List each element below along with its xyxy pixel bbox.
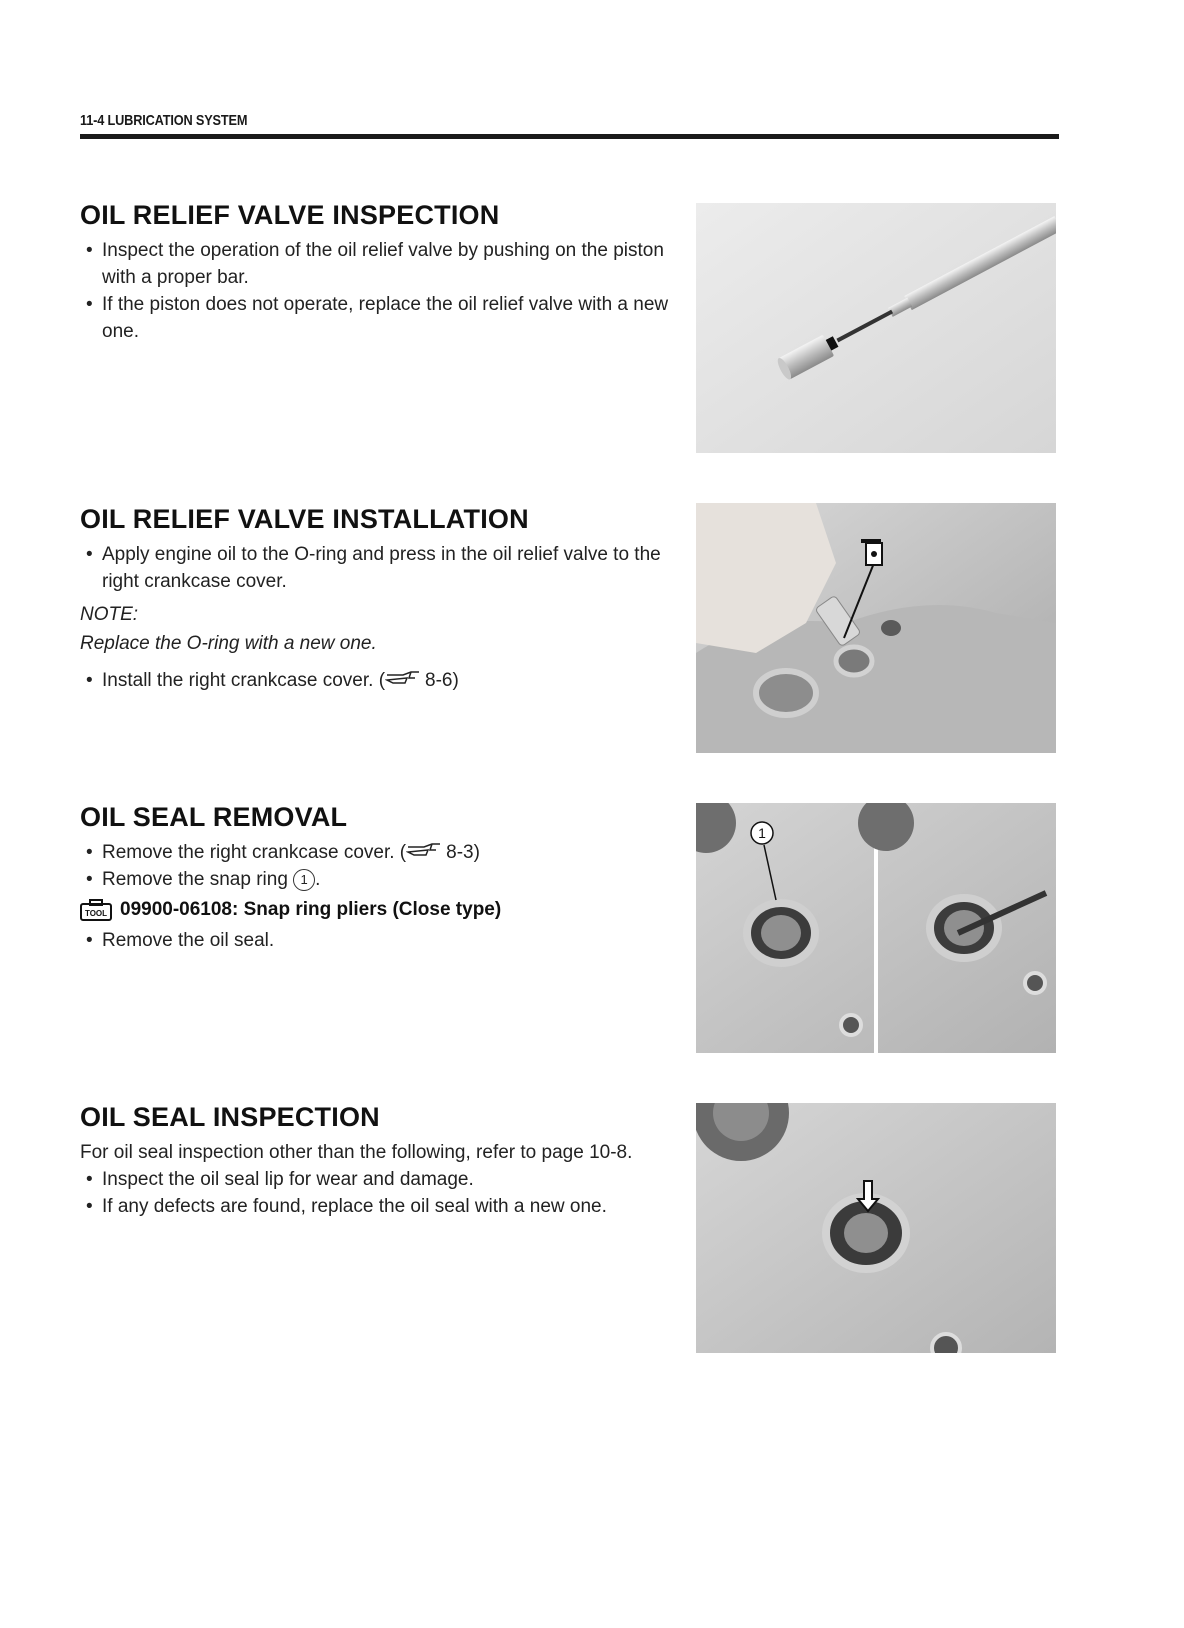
bullet-list — [80, 667, 670, 694]
intro-text: For oil seal inspection other than the following, refer to page 10-8. — [80, 1142, 633, 1163]
tool-text: 09900-06108: Snap ring pliers (Close type) — [120, 899, 502, 920]
photo-oil-seal-removal — [696, 803, 1056, 1053]
photo-relief-valve-inspection — [696, 203, 1056, 453]
toolbox-icon-text: TOOL — [84, 909, 108, 918]
bullet-item: • If the piston does not operate, replace the oil relief valve with a new one. — [80, 291, 670, 345]
note-label: NOTE: — [80, 604, 139, 625]
toolbox-icon — [80, 899, 112, 921]
bullet-list — [80, 1166, 670, 1220]
photo-callout-label: 1 — [758, 825, 766, 841]
section-title: OIL RELIEF VALVE INSPECTION — [80, 200, 500, 230]
section-title: OIL RELIEF VALVE INSTALLATION — [80, 504, 529, 534]
note-text: Replace the O-ring with a new one. — [80, 633, 377, 654]
bullet-text: Install the right crankcase cover. ( — [102, 670, 386, 691]
bullet-item: • Remove the oil seal. — [80, 927, 670, 954]
bullet-item — [80, 667, 670, 694]
special-tool-line — [80, 899, 670, 921]
page-header: 11-4 LUBRICATION SYSTEM — [80, 112, 248, 129]
bullet-text: Remove the right crankcase cover. ( — [102, 842, 407, 863]
page-reference: 8-3) — [446, 842, 480, 863]
pointing-hand-icon — [406, 841, 446, 861]
bullet-list — [80, 927, 670, 954]
photo-relief-valve-installation — [696, 503, 1056, 753]
section-title: OIL SEAL INSPECTION — [80, 1102, 380, 1132]
bullet-item — [80, 839, 670, 866]
bullet-item — [80, 866, 670, 893]
section-oil-seal-removal — [80, 802, 670, 954]
bullet-item: • If any defects are found, replace the oil seal with a new one. — [80, 1193, 670, 1220]
pointing-hand-icon — [385, 669, 425, 689]
photo-oil-seal-inspection — [696, 1103, 1056, 1353]
bullet-item: • Inspect the operation of the oil relief valve by pushing on the piston with a proper bar. — [80, 237, 670, 291]
bullet-list — [80, 237, 670, 345]
bullet-list — [80, 839, 670, 893]
callout-marker: 1 — [293, 869, 315, 891]
section-relief-valve-inspection — [80, 200, 670, 345]
bullet-suffix: . — [315, 869, 321, 890]
section-title: OIL SEAL REMOVAL — [80, 802, 348, 832]
bullet-text: Remove the snap ring — [102, 869, 294, 890]
section-relief-valve-installation — [80, 504, 670, 694]
bullet-list — [80, 541, 670, 595]
bullet-item: • Apply engine oil to the O-ring and press in the oil relief valve to the right crankcase cover. — [80, 541, 670, 595]
section-oil-seal-inspection — [80, 1102, 670, 1220]
header-rule — [80, 134, 1059, 139]
bullet-item: • Inspect the oil seal lip for wear and damage. — [80, 1166, 670, 1193]
page-reference: 8-6) — [425, 670, 459, 691]
